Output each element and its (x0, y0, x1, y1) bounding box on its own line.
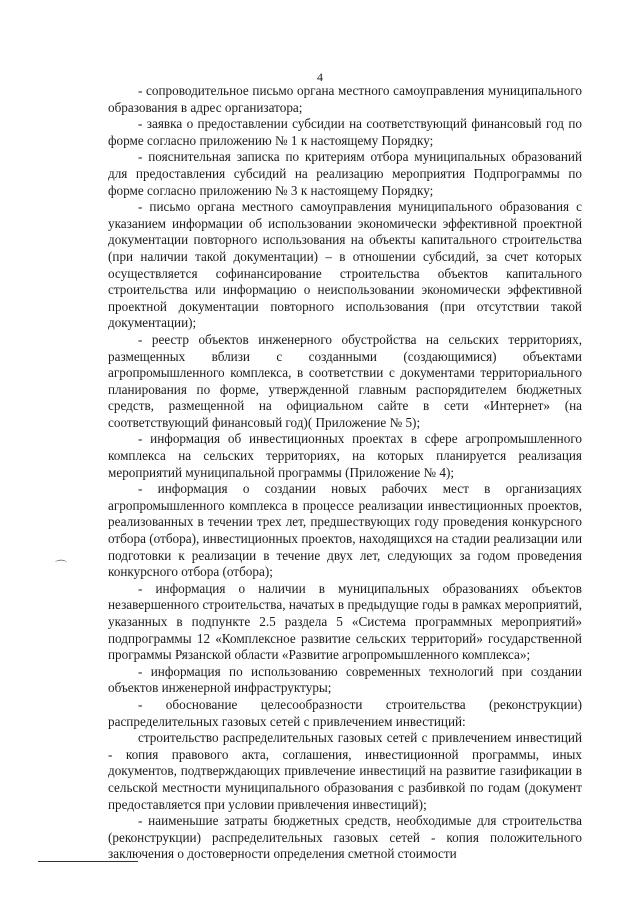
paragraph-modern-technologies: - информация по использованию современных технологий при создании объектов инженерной инфраструктуры; (108, 663, 582, 696)
paragraph-explanatory-note: - пояснительная записка по критериям отбора муниципальных образований для предоставления субсидий на реализацию мероприятия Подпрограммы по форме согласно приложению № 3 к настоящему Порядку; (108, 149, 582, 198)
paragraph-gas-network-justification: - обоснование целесообразности строительства (реконструкции) распределительных газовых сетей с привлечением инвестиций: (108, 696, 582, 729)
paragraph-investment-projects: - информация об инвестиционных проектах в сфере агропромышленного комплекса на сельских территориях, на которых планируется реализация мероприятий муниципальной программы (Приложение № 4); (108, 431, 582, 480)
paragraph-unfinished-construction: - информация о наличии в муниципальных образованиях объектов незавершенного строительства, начатых в предыдущие годы в рамках мероприятий, указанных в подпункте 2.5 раздела 5 «Система программных мероприятий» подпрограммы 12 «Комплексное развитие сельских территорий» государственной программы Рязанской области «Развитие агропромышленного комплекса»; (108, 580, 582, 663)
paragraph-engineering-registry: - реестр объектов инженерного обустройства на сельских территориях, размещенных вблизи с созданными (создающимися) объектами агропромышленного комплекса, в соответствии с документами территориального планирования по форме, утвержденной главным распорядителем бюджетных средств, размещенной на официальном сайте в сети «Интернет» (на соответствующий финансовый год)( Приложение № 5); (108, 331, 582, 430)
paragraph-minimum-costs: - наименьшие затраты бюджетных средств, необходимые для строительства (реконструкции) распределительных газовых сетей - копия положительного заключения о достоверности определения сметной стоимости (108, 813, 582, 862)
margin-mark: ⌒ (55, 559, 68, 573)
paragraph-new-jobs: - информация о создании новых рабочих мест в организациях агропромышленного комплекса в процессе реализации инвестиционных проектов, реализованных в течении трех лет, предшествующих году проведения конкурсного отбора (отбора), инвестиционных проектов, находящихся на стадии реализации или подготовки к реализации в течение двух лет, следующих за годом проведения конкурсного отбора (отбора); (108, 481, 582, 580)
paragraph-cover-letter: - сопроводительное письмо органа местного самоуправления муниципального образования в адрес организатора; (108, 83, 582, 115)
paragraph-gas-network-investments: строительство распределительных газовых сетей с привлечением инвестиций - копия правового акта, соглашения, инвестиционной программы, иных документов, подтверждающих привлечение инвестиций на развитие газификации в сельской местности муниципального образования с разбивкой по годам (документ предоставляется при условии привлечения инвестиций); (108, 730, 582, 812)
paragraph-design-documentation-letter: - письмо органа местного самоуправления муниципального образования с указанием информации об использовании экономически эффективной проектной документации повторного использования на объекты капитального строительства (при наличии такой документации) – в отношении субсидий, за счет которых осуществляется софинансирование строительства объектов капитального строительства или информацию о неиспользовании экономически эффективной проектной документации повторного использования (при отсутствии такой документации); (108, 199, 582, 331)
page-number: 4 (317, 70, 323, 84)
document-body (108, 83, 582, 863)
paragraph-subsidy-application: - заявка о предоставлении субсидии на соответствующий финансовый год по форме согласно приложению № 1 к настоящему Порядку; (108, 116, 582, 148)
footer-divider (38, 861, 138, 862)
